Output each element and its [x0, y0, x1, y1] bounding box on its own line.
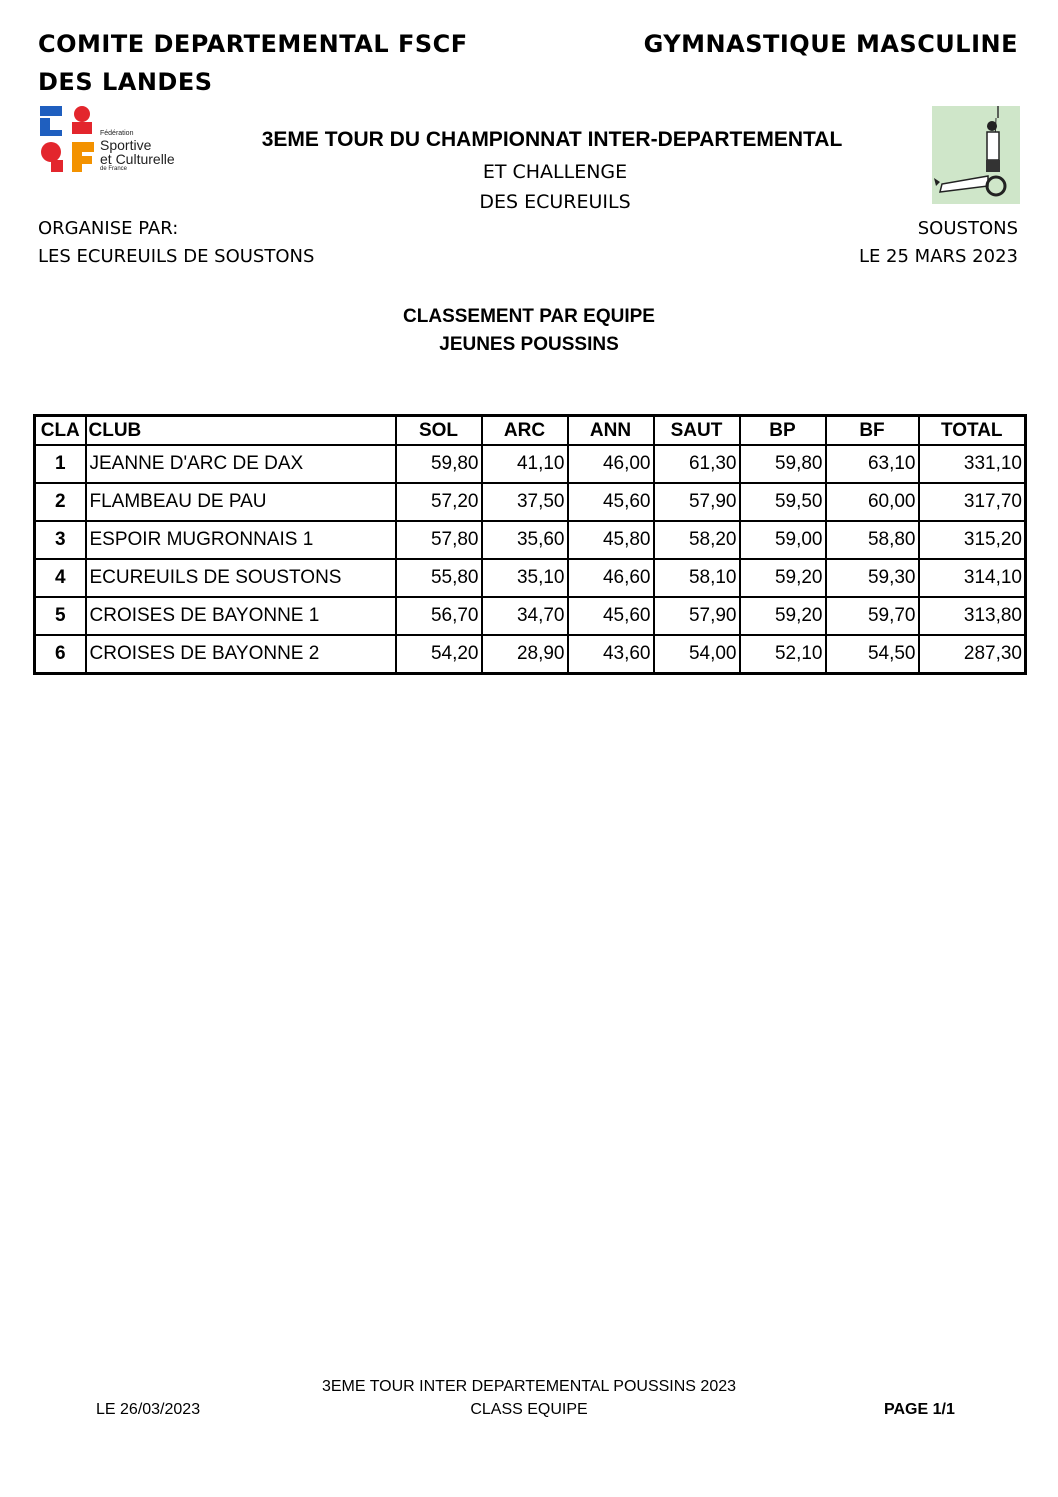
total-cell: 314,10 [919, 559, 1026, 597]
column-header: ANN [568, 416, 654, 446]
score-cell: 57,20 [396, 483, 482, 521]
score-cell: 57,80 [396, 521, 482, 559]
score-cell: 54,50 [826, 635, 919, 674]
score-cell: 58,80 [826, 521, 919, 559]
column-header: ARC [482, 416, 568, 446]
score-cell: 54,00 [654, 635, 740, 674]
column-header: SOL [396, 416, 482, 446]
committee-name: COMITE DEPARTEMENTAL FSCF [38, 30, 468, 58]
score-cell: 57,90 [654, 597, 740, 635]
classification-title: CLASSEMENT PAR EQUIPE [403, 306, 655, 327]
logo-text-tiny: de France [100, 166, 128, 172]
championship-subtitle-1: ET CHALLENGE [482, 161, 628, 183]
score-cell: 59,00 [740, 521, 826, 559]
score-cell: 52,10 [740, 635, 826, 674]
classification-category: JEUNES POUSSINS [439, 334, 619, 355]
committee-department: DES LANDES [38, 68, 213, 96]
footer-event-title: 3EME TOUR INTER DEPARTEMENTAL POUSSINS 2023 [321, 1378, 737, 1395]
total-cell: 287,30 [919, 635, 1026, 674]
championship-subtitle-2: DES ECUREUILS [479, 191, 631, 213]
total-cell: 313,80 [919, 597, 1026, 635]
championship-title: 3EME TOUR DU CHAMPIONNAT INTER-DEPARTEMENTAL [261, 128, 843, 151]
total-cell: 331,10 [919, 445, 1026, 483]
club-cell: ECUREUILS DE SOUSTONS [86, 559, 396, 597]
logo-text-line2: et Culturelle [100, 151, 175, 167]
score-cell: 58,20 [654, 521, 740, 559]
gymnast-rings-image [932, 106, 1020, 204]
total-cell: 317,70 [919, 483, 1026, 521]
score-cell: 61,30 [654, 445, 740, 483]
table-row [35, 445, 1026, 483]
score-cell: 59,50 [740, 483, 826, 521]
score-cell: 59,70 [826, 597, 919, 635]
footer-report-name: CLASS EQUIPE [470, 1401, 588, 1418]
event-date: LE 25 MARS 2023 [858, 246, 1018, 267]
rank-cell: 3 [35, 521, 86, 559]
organizer-label: ORGANISE PAR: [38, 218, 179, 239]
score-cell: 45,60 [568, 597, 654, 635]
rank-cell: 1 [35, 445, 86, 483]
score-cell: 56,70 [396, 597, 482, 635]
total-cell: 315,20 [919, 521, 1026, 559]
table-row [35, 635, 1026, 674]
table-row [35, 559, 1026, 597]
rank-cell: 4 [35, 559, 86, 597]
score-cell: 63,10 [826, 445, 919, 483]
organizer-name: LES ECUREUILS DE SOUSTONS [38, 246, 315, 267]
club-cell: CROISES DE BAYONNE 2 [86, 635, 396, 674]
table-header-row [35, 416, 1026, 446]
score-cell: 45,80 [568, 521, 654, 559]
table-row [35, 597, 1026, 635]
score-cell: 46,00 [568, 445, 654, 483]
score-cell: 37,50 [482, 483, 568, 521]
score-cell: 59,80 [740, 445, 826, 483]
column-header: CLUB [86, 416, 396, 446]
rank-cell: 5 [35, 597, 86, 635]
score-cell: 59,20 [740, 559, 826, 597]
column-header: CLA [35, 416, 86, 446]
results-table [33, 414, 1027, 675]
column-header: TOTAL [919, 416, 1026, 446]
score-cell: 59,20 [740, 597, 826, 635]
footer-print-date: LE 26/03/2023 [96, 1401, 201, 1418]
column-header: BP [740, 416, 826, 446]
score-cell: 35,60 [482, 521, 568, 559]
table-row [35, 521, 1026, 559]
score-cell: 46,60 [568, 559, 654, 597]
score-cell: 55,80 [396, 559, 482, 597]
score-cell: 57,90 [654, 483, 740, 521]
club-cell: CROISES DE BAYONNE 1 [86, 597, 396, 635]
score-cell: 35,10 [482, 559, 568, 597]
column-header: SAUT [654, 416, 740, 446]
footer-page-number: PAGE 1/1 [884, 1401, 955, 1418]
logo-text-small: Fédération [100, 130, 134, 137]
score-cell: 59,80 [396, 445, 482, 483]
score-cell: 60,00 [826, 483, 919, 521]
club-cell: ESPOIR MUGRONNAIS 1 [86, 521, 396, 559]
table-row [35, 483, 1026, 521]
score-cell: 59,30 [826, 559, 919, 597]
score-cell: 34,70 [482, 597, 568, 635]
discipline-title: GYMNASTIQUE MASCULINE [643, 30, 1018, 58]
column-header: BF [826, 416, 919, 446]
score-cell: 43,60 [568, 635, 654, 674]
score-cell: 58,10 [654, 559, 740, 597]
score-cell: 28,90 [482, 635, 568, 674]
score-cell: 54,20 [396, 635, 482, 674]
event-place: SOUSTONS [917, 218, 1018, 239]
club-cell: JEANNE D'ARC DE DAX [86, 445, 396, 483]
score-cell: 45,60 [568, 483, 654, 521]
rank-cell: 2 [35, 483, 86, 521]
rank-cell: 6 [35, 635, 86, 674]
score-cell: 41,10 [482, 445, 568, 483]
logo-text-line1: Sportive [100, 137, 152, 153]
club-cell: FLAMBEAU DE PAU [86, 483, 396, 521]
